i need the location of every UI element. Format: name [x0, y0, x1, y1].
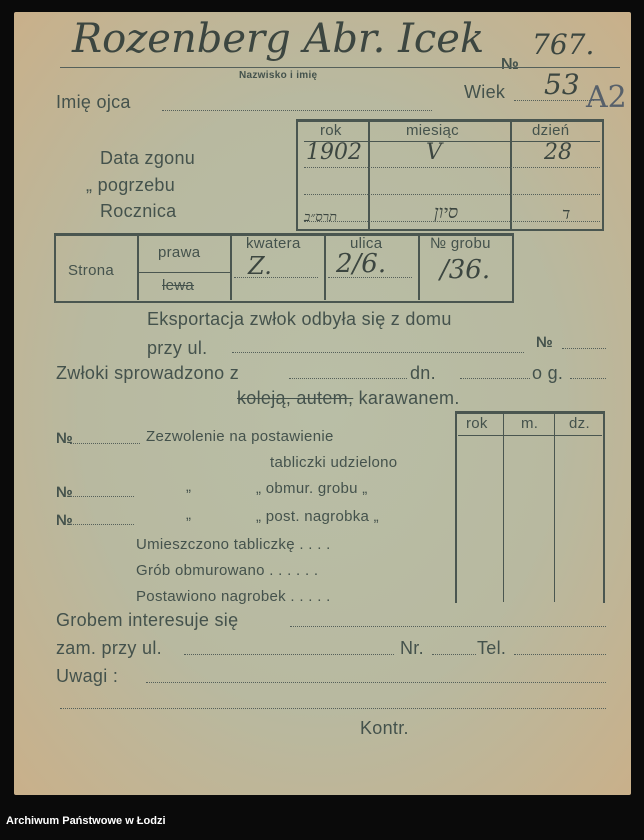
number-label: №: [501, 56, 520, 73]
father-label: Imię ojca: [56, 92, 131, 112]
kwatera-value: Z.: [248, 252, 272, 280]
dn-label: dn.: [410, 363, 436, 383]
permits-header-rok: rok: [466, 415, 488, 432]
name-handwritten: Rozenberg Abr. Icek: [72, 16, 485, 62]
og-line: [570, 378, 606, 379]
tel-label: Tel.: [477, 638, 507, 658]
divider: [139, 272, 230, 273]
age-value: 53: [544, 68, 580, 101]
death-month: V: [426, 140, 442, 165]
no-line: [70, 524, 134, 525]
nr-line: [432, 654, 476, 655]
strona-label: Strona: [68, 262, 114, 279]
address-label: zam. przy ul.: [56, 638, 162, 658]
father-line: [162, 110, 432, 111]
dn-line: [460, 378, 530, 379]
lewa-label: lewa: [162, 277, 195, 294]
divider: [137, 236, 139, 300]
divider: [418, 236, 420, 300]
anniversary-label: Rocznica: [100, 201, 177, 221]
transport: [237, 388, 460, 409]
prawa-label: prawa: [158, 244, 201, 261]
divider: [324, 236, 326, 300]
permit-no-2: №: [56, 484, 74, 501]
row-line: [328, 277, 412, 278]
permits-table: [455, 411, 605, 603]
divider: [554, 414, 555, 602]
divider: [230, 236, 232, 300]
control-label: Kontr.: [360, 718, 409, 738]
header-dzien: dzień: [532, 122, 570, 139]
divider: [503, 414, 504, 602]
number-value: 767.: [532, 28, 595, 61]
kwatera-label: kwatera: [246, 235, 301, 252]
row-line: [234, 277, 318, 278]
from-line: [289, 378, 407, 379]
row-line: [304, 167, 600, 168]
permit-row-5: Umieszczono tabliczkę . . . .: [136, 536, 331, 553]
death-date-label: Data zgonu: [100, 148, 196, 168]
permit-row-4: „ post. nagrobka „: [256, 508, 379, 525]
transport-rest: karawanem.: [358, 388, 460, 408]
export-line1: Eksportacja zwłok odbyła się z domu: [147, 309, 452, 329]
ditto-mark: „: [186, 506, 192, 523]
burial-date-label: „ pogrzebu: [86, 175, 176, 195]
archive-credit: Archiwum Państwowe w Łodzi: [6, 815, 166, 827]
street-line: [232, 352, 524, 353]
address-line: [184, 654, 394, 655]
row-line: [304, 221, 600, 222]
no-line: [70, 496, 134, 497]
export-no: №: [536, 334, 554, 351]
permit-row-7: Postawiono nagrobek . . . . .: [136, 588, 331, 605]
permit-row-2: tabliczki udzielono: [270, 454, 398, 471]
anniversary-month: סיון: [434, 202, 459, 223]
interest-label: Grobem interesuje się: [56, 610, 239, 630]
name-label: Nazwisko i imię: [239, 70, 318, 81]
archival-card: [14, 12, 631, 795]
divider: [458, 435, 602, 436]
export-line2: przy ul.: [147, 338, 208, 358]
tel-line: [514, 654, 606, 655]
ulica-label: ulica: [350, 235, 383, 252]
anniversary-day: ד: [562, 204, 571, 223]
permits-header-dz: dz.: [569, 415, 590, 432]
no-line: [70, 443, 140, 444]
header-rok: rok: [320, 122, 342, 139]
grob-value: /36.: [440, 255, 491, 285]
og-label: o g.: [532, 363, 564, 383]
side-note: A2: [586, 80, 627, 115]
notes-line-2: [60, 708, 606, 709]
notes-line: [146, 682, 606, 683]
permit-no-3: №: [56, 512, 74, 529]
permit-row-1: Zezwolenie na postawienie: [146, 428, 334, 445]
transport-struck: koleją, autem,: [237, 388, 354, 408]
row-line: [304, 194, 600, 195]
permit-row-6: Grób obmurowano . . . . . .: [136, 562, 319, 579]
header-miesiac: miesiąc: [406, 122, 459, 139]
death-year: 1902: [306, 140, 362, 165]
grob-label: № grobu: [430, 235, 491, 252]
notes-label: Uwagi :: [56, 666, 119, 686]
name-line: [60, 67, 620, 68]
nr-label: Nr.: [400, 638, 424, 658]
permit-row-3: „ obmur. grobu „: [256, 480, 368, 497]
brought-label: Zwłoki sprowadzono z: [56, 363, 240, 383]
death-day: 28: [544, 140, 572, 165]
permits-header-m: m.: [521, 415, 539, 432]
interest-line: [290, 626, 606, 627]
ulica-value: 2/6.: [336, 249, 387, 279]
anniversary-year: תרס״ב: [304, 210, 337, 225]
divider: [510, 122, 512, 229]
no-line: [562, 348, 606, 349]
permit-no-1: №: [56, 430, 74, 447]
divider: [368, 122, 370, 229]
ditto-mark: „: [186, 478, 192, 495]
age-label: Wiek: [464, 82, 506, 102]
